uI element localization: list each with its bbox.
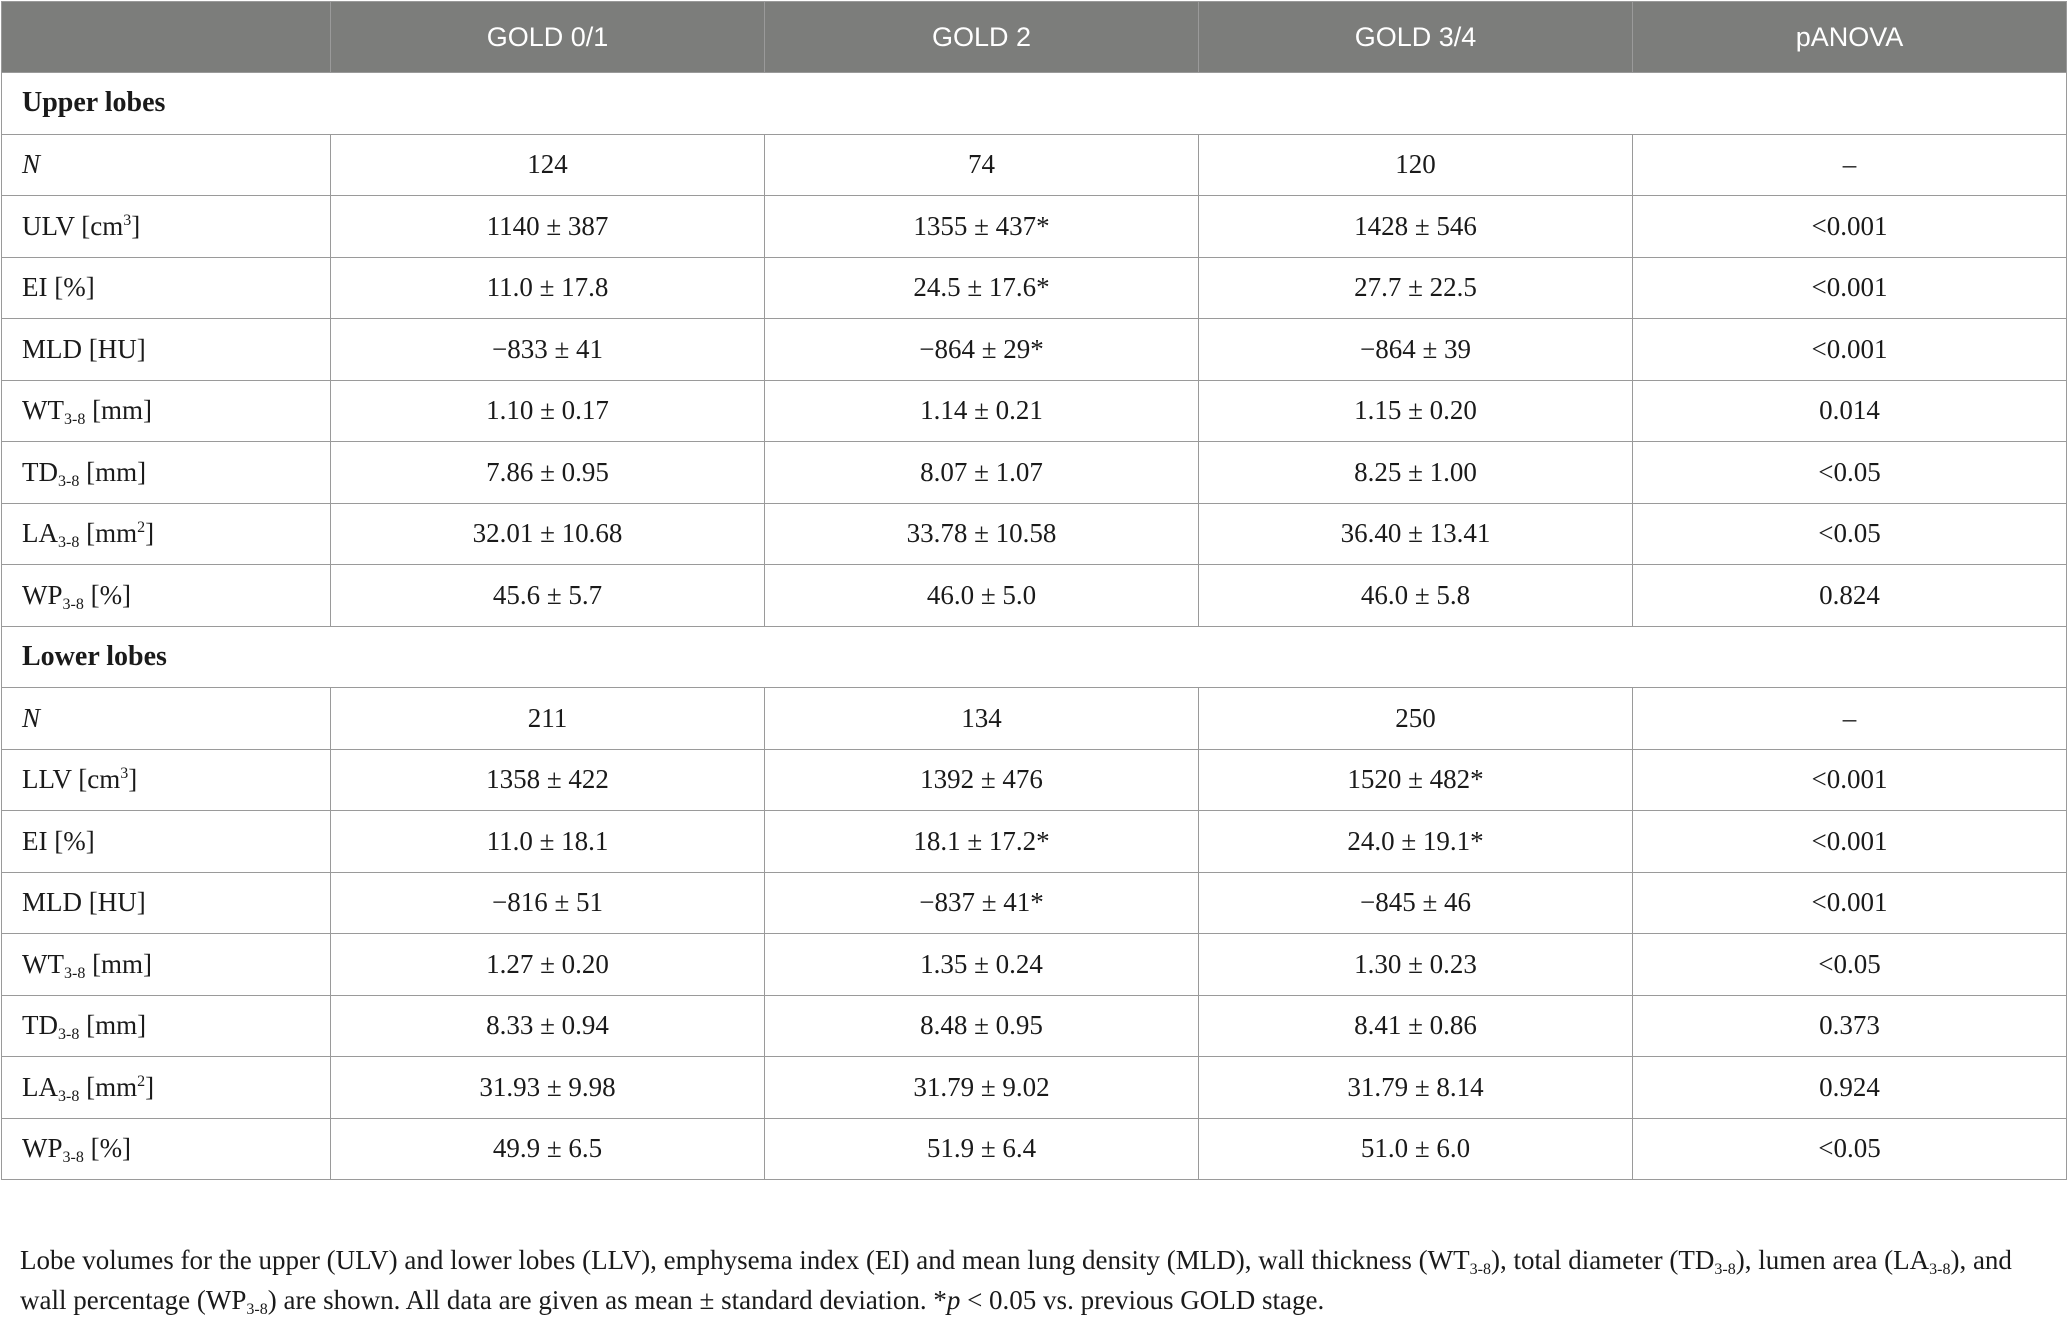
cell-gold-2: 18.1 ± 17.2* — [765, 811, 1199, 873]
row-label-text: EI [%] — [22, 272, 95, 303]
table-row — [2, 134, 2067, 196]
results-table — [1, 1, 2067, 1180]
row-label-unit: [mm — [79, 518, 138, 549]
cell-panova: <0.001 — [1633, 196, 2067, 258]
cell-gold-3-4: 1520 ± 482* — [1199, 749, 1633, 811]
cell-gold-0-1: 7.86 ± 0.95 — [331, 442, 765, 504]
cell-gold-0-1: −833 ± 41 — [331, 319, 765, 381]
table-row — [2, 442, 2067, 504]
row-label-superscript: 3 — [123, 211, 132, 229]
cell-gold-2: 46.0 ± 5.0 — [765, 565, 1199, 627]
row-label-subscript: 3-8 — [62, 1149, 84, 1167]
cell-gold-3-4: −845 ± 46 — [1199, 872, 1633, 934]
row-label-text: ULV [cm — [22, 210, 124, 241]
cell-gold-3-4: 1.15 ± 0.20 — [1199, 380, 1633, 442]
cell-panova: <0.05 — [1633, 1118, 2067, 1180]
row-label — [2, 995, 331, 1057]
cell-panova: 0.824 — [1633, 565, 2067, 627]
footnote-subscript: 3-8 — [1469, 1261, 1491, 1278]
cell-gold-2: 33.78 ± 10.58 — [765, 503, 1199, 565]
footnote-subscript: 3-8 — [246, 1301, 268, 1318]
footnote-text: ), total diameter (TD — [1490, 1245, 1715, 1275]
cell-gold-0-1: 45.6 ± 5.7 — [331, 565, 765, 627]
cell-gold-0-1: 1140 ± 387 — [331, 196, 765, 258]
cell-gold-2: 1392 ± 476 — [765, 749, 1199, 811]
table-row — [2, 319, 2067, 381]
table-row — [2, 1057, 2067, 1119]
cell-gold-3-4: 24.0 ± 19.1* — [1199, 811, 1633, 873]
cell-panova: <0.001 — [1633, 872, 2067, 934]
footnote-text: Lobe volumes for the upper (ULV) and lower lobes (LLV), emphysema index (EI) and mean lung density (MLD), wall thickness (WT — [20, 1245, 1470, 1275]
cell-gold-3-4: 46.0 ± 5.8 — [1199, 565, 1633, 627]
row-label-superscript: 2 — [137, 1072, 146, 1090]
row-label-text: LA — [22, 1071, 58, 1102]
row-label-text: MLD [HU] — [22, 333, 146, 364]
table-row — [2, 749, 2067, 811]
cell-gold-3-4: 27.7 ± 22.5 — [1199, 257, 1633, 319]
cell-gold-0-1: 1.27 ± 0.20 — [331, 934, 765, 996]
table-footnote — [20, 1240, 2050, 1320]
lower-lobes-section-title: Lower lobes — [2, 626, 2067, 688]
row-label-unit: [%] — [83, 579, 132, 610]
cell-gold-0-1: 8.33 ± 0.94 — [331, 995, 765, 1057]
cell-gold-0-1: 124 — [331, 134, 765, 196]
header-gold-2: GOLD 2 — [765, 2, 1199, 73]
cell-gold-2: −864 ± 29* — [765, 319, 1199, 381]
row-label-unit: [%] — [83, 1133, 132, 1164]
row-label-subscript: 3-8 — [58, 472, 80, 490]
cell-gold-3-4: 250 — [1199, 688, 1633, 750]
cell-gold-2: 1.35 ± 0.24 — [765, 934, 1199, 996]
cell-gold-0-1: 211 — [331, 688, 765, 750]
cell-gold-0-1: 11.0 ± 18.1 — [331, 811, 765, 873]
upper-lobes-section-title: Upper lobes — [2, 73, 2067, 135]
row-label-subscript: 3-8 — [63, 411, 86, 429]
row-label-unit: [mm] — [85, 395, 153, 426]
row-label — [2, 257, 331, 319]
row-label-text: TD — [22, 456, 58, 487]
row-label — [2, 872, 331, 934]
table-row — [2, 503, 2067, 565]
row-label — [2, 319, 331, 381]
cell-gold-2: 134 — [765, 688, 1199, 750]
row-label-subscript: 3-8 — [58, 534, 80, 552]
table-row — [2, 872, 2067, 934]
row-label-text: N — [22, 149, 41, 180]
footnote-text: ) are shown. All data are given as mean ± standard deviation. * — [267, 1285, 947, 1315]
footnote-text: ), and wall percentage (WP — [20, 1245, 2012, 1315]
cell-gold-0-1: 32.01 ± 10.68 — [331, 503, 765, 565]
upper-lobes-section-row — [2, 73, 2067, 135]
cell-gold-0-1: −816 ± 51 — [331, 872, 765, 934]
row-label-text: LA — [22, 518, 58, 549]
cell-gold-0-1: 49.9 ± 6.5 — [331, 1118, 765, 1180]
cell-gold-2: 1355 ± 437* — [765, 196, 1199, 258]
row-label — [2, 934, 331, 996]
cell-panova: – — [1633, 134, 2067, 196]
cell-gold-0-1: 1358 ± 422 — [331, 749, 765, 811]
row-label — [2, 442, 331, 504]
row-label-text: WP — [22, 579, 63, 610]
row-label — [2, 1057, 331, 1119]
row-label-unit: [mm] — [79, 456, 147, 487]
cell-gold-3-4: 8.41 ± 0.86 — [1199, 995, 1633, 1057]
cell-gold-2: 8.07 ± 1.07 — [765, 442, 1199, 504]
row-label — [2, 565, 331, 627]
row-label — [2, 380, 331, 442]
table-body — [2, 73, 2067, 1180]
row-label-text: LLV [cm — [22, 764, 121, 795]
row-label-text: MLD [HU] — [22, 887, 146, 918]
row-label-subscript: 3-8 — [58, 1026, 80, 1044]
header-gold-3-4: GOLD 3/4 — [1199, 2, 1633, 73]
table-row — [2, 1118, 2067, 1180]
row-label-unit: ] — [128, 764, 138, 795]
row-label-text: TD — [22, 1010, 58, 1041]
table-row — [2, 196, 2067, 258]
table-row — [2, 257, 2067, 319]
lower-lobes-section-row — [2, 626, 2067, 688]
cell-gold-2: 74 — [765, 134, 1199, 196]
row-label-subscript: 3-8 — [63, 964, 86, 982]
row-label-subscript: 3-8 — [58, 1087, 80, 1105]
footnote-text: < 0.05 vs. previous GOLD stage. — [960, 1285, 1325, 1315]
row-label-subscript: 3-8 — [62, 595, 84, 613]
cell-gold-3-4: 31.79 ± 8.14 — [1199, 1057, 1633, 1119]
table-row — [2, 688, 2067, 750]
table-row — [2, 995, 2067, 1057]
footnote-text: ), lumen area (LA — [1735, 1245, 1930, 1275]
row-label-text: WT — [22, 395, 64, 426]
row-label-unit: [mm] — [85, 948, 153, 979]
cell-gold-3-4: 1428 ± 546 — [1199, 196, 1633, 258]
row-label-superscript: 2 — [137, 519, 146, 537]
row-label-unit: [mm] — [79, 1010, 147, 1041]
cell-gold-3-4: 36.40 ± 13.41 — [1199, 503, 1633, 565]
row-label — [2, 134, 331, 196]
cell-gold-2: −837 ± 41* — [765, 872, 1199, 934]
cell-gold-0-1: 31.93 ± 9.98 — [331, 1057, 765, 1119]
table-row — [2, 380, 2067, 442]
header-panova: pANOVA — [1633, 2, 2067, 73]
row-label — [2, 688, 331, 750]
row-label — [2, 196, 331, 258]
table-header — [2, 2, 2067, 73]
row-label — [2, 811, 331, 873]
cell-panova: <0.001 — [1633, 811, 2067, 873]
row-label — [2, 1118, 331, 1180]
cell-panova: <0.001 — [1633, 257, 2067, 319]
cell-gold-3-4: −864 ± 39 — [1199, 319, 1633, 381]
cell-gold-3-4: 51.0 ± 6.0 — [1199, 1118, 1633, 1180]
cell-gold-3-4: 8.25 ± 1.00 — [1199, 442, 1633, 504]
table-row — [2, 934, 2067, 996]
header-row — [2, 2, 2067, 73]
cell-panova: – — [1633, 688, 2067, 750]
table-row — [2, 565, 2067, 627]
footnote-text: p — [946, 1285, 961, 1315]
row-label-unit: ] — [131, 210, 141, 241]
cell-panova: <0.001 — [1633, 319, 2067, 381]
cell-panova: <0.05 — [1633, 503, 2067, 565]
header-gold-0-1: GOLD 0/1 — [331, 2, 765, 73]
row-label — [2, 503, 331, 565]
cell-panova: <0.05 — [1633, 442, 2067, 504]
header-blank — [2, 2, 331, 73]
row-label-unit-end: ] — [145, 1071, 155, 1102]
cell-gold-3-4: 120 — [1199, 134, 1633, 196]
cell-gold-0-1: 11.0 ± 17.8 — [331, 257, 765, 319]
row-label-superscript: 3 — [120, 765, 129, 783]
cell-panova: 0.373 — [1633, 995, 2067, 1057]
row-label-unit: [mm — [79, 1071, 138, 1102]
row-label-unit-end: ] — [145, 518, 155, 549]
cell-panova: <0.001 — [1633, 749, 2067, 811]
cell-gold-0-1: 1.10 ± 0.17 — [331, 380, 765, 442]
cell-gold-2: 24.5 ± 17.6* — [765, 257, 1199, 319]
table-row — [2, 811, 2067, 873]
row-label-text: WP — [22, 1133, 63, 1164]
cell-panova: <0.05 — [1633, 934, 2067, 996]
row-label-text: WT — [22, 948, 64, 979]
cell-gold-2: 51.9 ± 6.4 — [765, 1118, 1199, 1180]
row-label-text: N — [22, 702, 41, 733]
cell-panova: 0.014 — [1633, 380, 2067, 442]
cell-gold-2: 31.79 ± 9.02 — [765, 1057, 1199, 1119]
cell-gold-2: 8.48 ± 0.95 — [765, 995, 1199, 1057]
row-label-text: EI [%] — [22, 825, 95, 856]
cell-gold-3-4: 1.30 ± 0.23 — [1199, 934, 1633, 996]
cell-gold-2: 1.14 ± 0.21 — [765, 380, 1199, 442]
footnote-subscript: 3-8 — [1929, 1261, 1951, 1278]
footnote-subscript: 3-8 — [1714, 1261, 1736, 1278]
cell-panova: 0.924 — [1633, 1057, 2067, 1119]
row-label — [2, 749, 331, 811]
